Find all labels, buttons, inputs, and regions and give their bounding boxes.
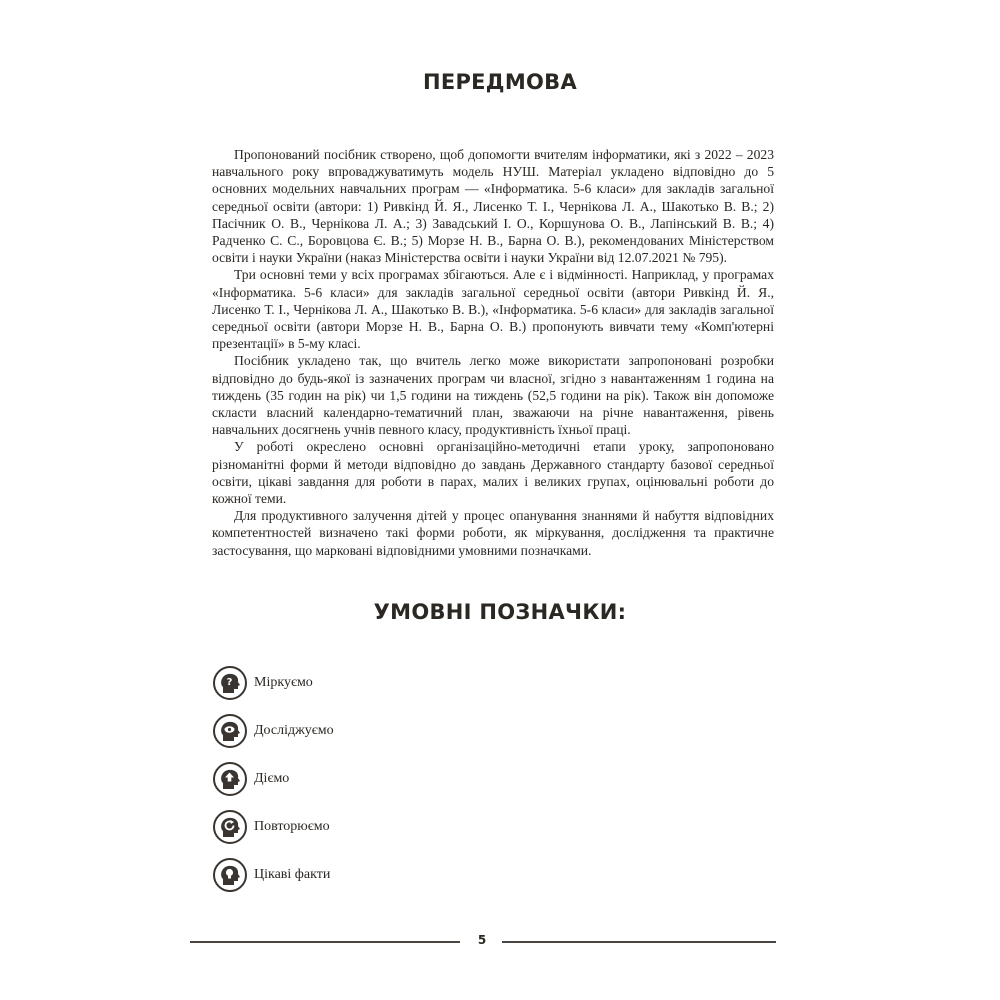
paragraph-1: Пропонований посібник створено, щоб допомогти вчителям інформатики, які з 2022 – 2023 навчального року впроваджуватимуть модель НУШ. Матеріал укладено відповідно до 5 основних модельних навчальних програм — «Інформатика. 5-6 класи» для закладів загальної середньої освіти (автори: 1) Ривкінд Й. Я., Лисенко Т. І., Чернікова Л. А., Шакотько В. В.; 2) Пасічник О. В., Чернікова Л. А.; 3) Завадський І. О., Коршунова О. В., Лапінський В. В.; 4) Радченко С. С., Боровцова Є. В.; 5) Морзе Н. В., Барна О. В.), рекомендованих Міністерством освіти і науки України (наказ Міністерства освіти і науки України від 12.07.2021 № 795). — [212, 147, 774, 266]
legend-item-acting — [213, 762, 513, 798]
legend-label-facts: Цікаві факти — [254, 867, 331, 882]
legend-item-repeating — [213, 810, 513, 846]
paragraph-5: Для продуктивного залучення дітей у процес опанування знаннями й набуття відповідних компетентностей визначено такі форми роботи, як міркування, дослідження та практичне застосування, що марковані відповідними умовними позначками. — [212, 508, 774, 558]
head-eye-icon — [213, 714, 247, 748]
legend-title: УМОВНІ ПОЗНАЧКИ: — [373, 600, 627, 624]
legend-item-thinking — [213, 666, 513, 702]
footer-rule-right — [502, 941, 776, 943]
legend-item-exploring — [213, 714, 513, 750]
page-number: 5 — [477, 933, 487, 947]
svg-text:?: ? — [226, 677, 233, 688]
paragraph-4: У роботі окреслено основні організаційно-методичні етапи уроку, запропоновано різноманітні форми й методи відповідно до завдань Державного стандарту базової середньої освіти, цікаві завдання для роботи в парах, малих і великих групах, оцінювальні роботи до кожної теми. — [212, 439, 774, 507]
paragraph-3: Посібник укладено так, що вчитель легко може використати запропоновані розробки відповідно до будь-якої із зазначених програм чи власної, згідно з навантаженням 1 година на тиждень (35 годин на рік) чи 1,5 години на тиждень (52,5 години на рік). Також він допоможе скласти власний календарно-тематичний план, зважаючи на річне навантаження, рівень навчальних досягнень учнів певного класу, продуктивність їхньої праці. — [212, 353, 774, 438]
head-lightbulb-icon — [213, 858, 247, 892]
paragraph-2: Три основні теми у всіх програмах збігаються. Але є і відмінності. Наприклад, у програмах «Інформатика. 5-6 класи» для закладів загальної середньої освіти (автори Ривкінд Й. Я., Лисенко Т. І., Чернікова Л. А., Шакотько В. В.), «Інформатика. 5-6 класи» для закладів загальної середньої освіти (автори Морзе Н. В., Барна О. В.) пропонують вивчати тему «Комп'ютерні презентації» в 5-му класі. — [212, 267, 774, 352]
footer-rule-left — [190, 941, 460, 943]
legend-label-exploring: Досліджуємо — [254, 723, 334, 738]
legend-label-acting: Діємо — [254, 771, 290, 786]
preface-text — [212, 146, 774, 559]
head-question-icon — [213, 666, 247, 700]
legend-label-thinking: Міркуємо — [254, 675, 313, 690]
legend-item-facts — [213, 858, 513, 894]
page-title: ПЕРЕДМОВА — [422, 70, 578, 94]
head-arrow-up-icon — [213, 762, 247, 796]
head-refresh-icon — [213, 810, 247, 844]
legend-label-repeating: Повторюємо — [254, 819, 330, 834]
